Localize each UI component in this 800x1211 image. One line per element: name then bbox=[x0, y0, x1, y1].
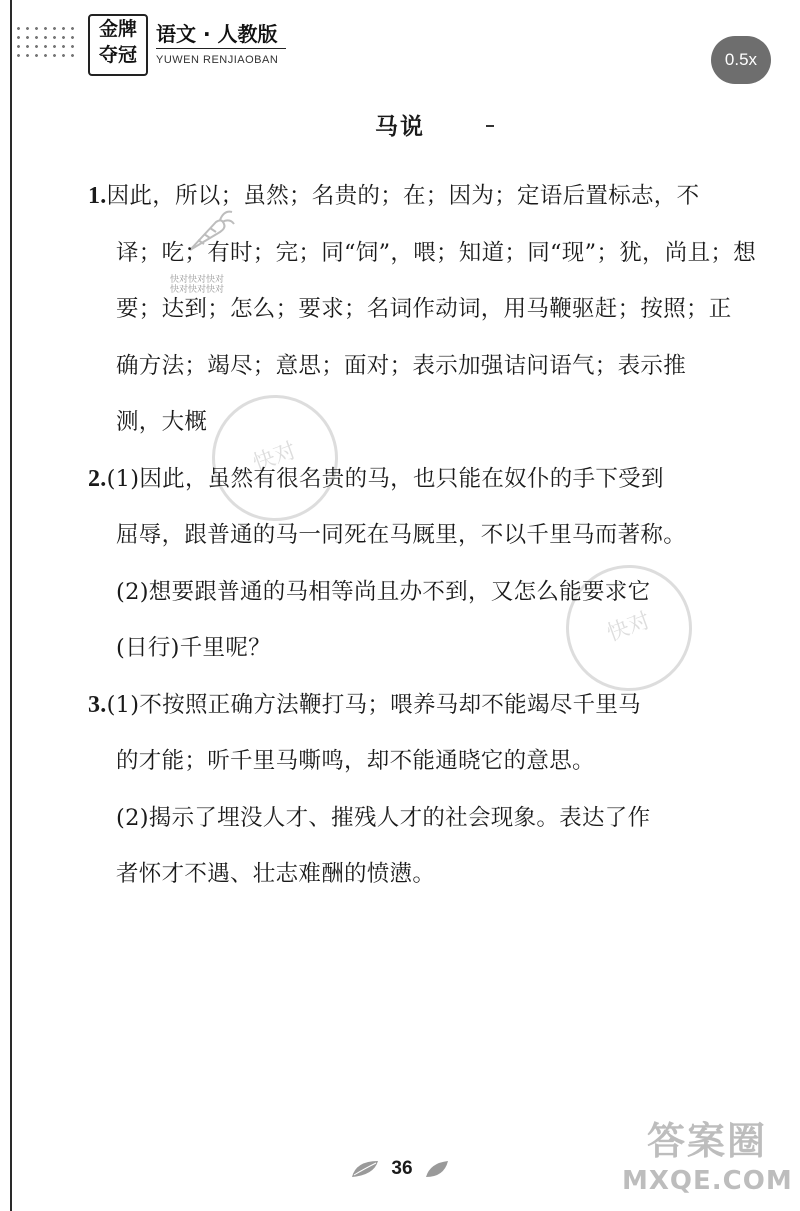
subject-pinyin: YUWEN RENJIAOBAN bbox=[156, 54, 279, 66]
answer-item-1 bbox=[88, 168, 764, 451]
answer-number: 1. bbox=[88, 183, 107, 209]
decorative-dot-grid bbox=[14, 24, 80, 62]
answer-text: 因此，所以；虽然；名贵的；在；因为；定语后置标志，不 bbox=[106, 183, 700, 209]
small-watermark-line-1: 快对快对快对 bbox=[170, 275, 225, 285]
site-watermark bbox=[622, 1118, 792, 1198]
brand-line-2: 夺冠 bbox=[98, 44, 137, 66]
page-number: 36 bbox=[391, 1158, 413, 1179]
small-watermark-line-2: 快对快对快对 bbox=[170, 285, 225, 295]
answer-line bbox=[88, 168, 764, 225]
answer-number: 3. bbox=[88, 691, 107, 718]
answer-number: 2. bbox=[88, 465, 107, 492]
answer-item-3 bbox=[88, 677, 764, 903]
brand-line-1: 金牌 bbox=[98, 18, 137, 40]
playback-speed-button[interactable]: 0.5x bbox=[711, 36, 771, 84]
answer-line: 者怀才不遇、壮志难酬的愤懑。 bbox=[116, 861, 436, 887]
brand-logo bbox=[88, 14, 148, 76]
answer-line: 要；达到；怎么；要求；名词作动词，用马鞭驱赶；按照；正 bbox=[116, 296, 732, 322]
answer-item-2 bbox=[88, 451, 764, 677]
watermark-stamp: 快对 bbox=[194, 377, 355, 538]
watermark-stamp: 快对 bbox=[548, 547, 709, 708]
answer-line bbox=[88, 451, 764, 508]
answer-line: 测，大概 bbox=[116, 409, 208, 435]
answer-text: (1)不按照正确方法鞭打马；喂养马却不能竭尽千里马 bbox=[106, 691, 641, 718]
answer-line: 译；吃；有时；完；同“饲”，喂；知道；同“现”；犹，尚且；想 bbox=[116, 239, 757, 266]
answer-line: (2)想要跟普通的马相等尚且办不到，又怎么能要求它 bbox=[116, 578, 651, 605]
answer-line: (日行)千里呢？ bbox=[116, 635, 271, 661]
site-watermark-logo: 答案圈 bbox=[646, 1119, 767, 1163]
answer-line: 确方法；竭尽；意思；面对；表示加强诘问语气；表示推 bbox=[116, 352, 687, 379]
site-watermark-url: MXQE.COM bbox=[622, 1166, 793, 1196]
answer-list bbox=[88, 168, 764, 903]
left-margin-rule bbox=[10, 0, 12, 1211]
answer-line: 的才能；听千里马嘶鸣，却不能通晓它的意思。 bbox=[116, 748, 595, 774]
answer-text: (1)因此，虽然有很名贵的马，也只能在奴仆的手下受到 bbox=[106, 465, 664, 492]
answer-line: 屈辱，跟普通的马一同死在马厩里，不以千里马而著称。 bbox=[116, 522, 687, 548]
header-divider bbox=[156, 48, 286, 49]
subject-label: 语文 · 人教版 bbox=[156, 22, 278, 46]
answer-line: (2)揭示了埋没人才、摧残人才的社会现象。表达了作 bbox=[116, 804, 651, 831]
answer-line bbox=[88, 677, 764, 734]
page-title: 马说 bbox=[375, 114, 425, 140]
left-leaf-icon bbox=[350, 1159, 380, 1179]
title-dash-mark bbox=[486, 125, 494, 127]
right-leaf-icon bbox=[424, 1159, 450, 1179]
